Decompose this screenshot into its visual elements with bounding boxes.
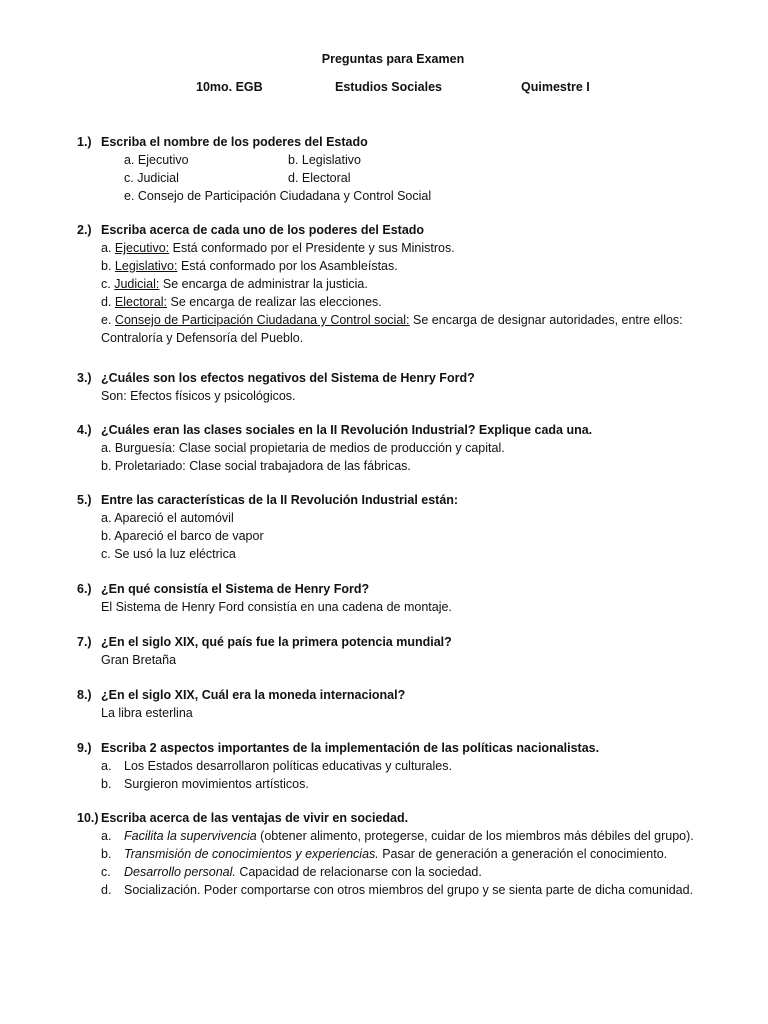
question-number: 8.) [77,688,92,702]
question-text: Escriba acerca de las ventajas de vivir en sociedad. [101,811,409,825]
option-c: c. Judicial [124,171,179,185]
question-number: 4.) [77,423,92,437]
question-text: ¿En el siglo XIX, qué país fue la primera potencia mundial? [101,635,452,649]
question-text: ¿Cuáles son los efectos negativos del Sistema de Henry Ford? [101,371,475,385]
list-item: a. Apareció el automóvil [101,511,234,525]
page-title: Preguntas para Examen [321,52,465,66]
question-text: ¿En qué consistía el Sistema de Henry Ford? [101,582,370,596]
list-item: a. Burguesía: Clase social propietaria de medios de producción y capital. [101,441,505,455]
list-item: b. Proletariado: Clase social trabajadora de las fábricas. [101,459,411,473]
option-a: a. Ejecutivo [124,153,189,167]
question-9 [77,739,757,793]
list-item: a. Ejecutivo: Está conformado por el Presidente y sus Ministros. [101,241,455,255]
question-text: Entre las características de la II Revolución Industrial están: [101,493,459,507]
question-number: 7.) [77,635,92,649]
list-item: c. Judicial: Se encarga de administrar la justicia. [101,277,368,291]
term-label: Electoral: [114,295,168,309]
list-item: a. Los Estados desarrollaron políticas educativas y culturales. [101,759,452,773]
question-number: 10.) [77,811,99,825]
grade-label: 10mo. EGB [196,80,263,94]
list-item: b. Apareció el barco de vapor [101,529,264,543]
option-b: b. Legislativo [288,153,361,167]
question-2 [77,221,757,347]
question-number: 1.) [77,135,92,149]
question-6 [77,580,757,616]
answer-line [124,187,757,205]
list-item: d. Socialización. Poder comportarse con otros miembros del grupo y se sienta parte de dicha comunidad. [101,883,694,897]
question-8 [77,686,757,722]
term-label: Legislativo: [114,259,178,273]
answer-text: Gran Bretaña [101,653,177,667]
list-item: a. Facilita la supervivencia (obtener alimento, protegerse, cuidar de los miembros más débiles del grupo). [101,829,694,843]
list-item: b. Transmisión de conocimientos y experiencias. Pasar de generación a generación el conocimiento. [101,847,668,861]
list-item: b. Surgieron movimientos artísticos. [101,777,309,791]
term-label: Quimestre I [521,80,590,94]
question-10 [77,809,757,899]
answer-line [124,151,757,169]
question-5 [77,491,757,563]
answer-text: El Sistema de Henry Ford consistía en una cadena de montaje. [101,600,452,614]
question-text: Escriba el nombre de los poderes del Estado [101,135,368,149]
answer-text: Son: Efectos físicos y psicológicos. [101,389,296,403]
term-label: Judicial: [114,277,160,291]
answer-line [124,169,757,187]
list-item: b. Legislativo: Está conformado por los Asambleístas. [101,259,398,273]
option-d: d. Electoral [288,171,351,185]
list-item-continuation: Contraloría y Defensoría del Pueblo. [101,331,304,345]
question-7 [77,633,757,669]
answer-text: La libra esterlina [101,706,193,720]
list-item: d. Electoral: Se encarga de realizar las elecciones. [101,295,382,309]
subject-label: Estudios Sociales [335,80,442,94]
question-number: 9.) [77,741,92,755]
term-label: Consejo de Participación Ciudadana y Control social: [114,313,410,327]
list-item: e. Consejo de Participación Ciudadana y Control social: Se encarga de designar autoridades, entre ellos: [101,313,683,327]
question-text: Escriba acerca de cada uno de los poderes del Estado [101,223,425,237]
option-e: e. Consejo de Participación Ciudadana y Control Social [124,189,432,203]
question-number: 6.) [77,582,92,596]
question-number: 2.) [77,223,92,237]
question-text: Escriba 2 aspectos importantes de la implementación de las políticas nacionalistas. [101,741,600,755]
list-item: c. Desarrollo personal. Capacidad de relacionarse con la sociedad. [101,865,482,879]
term-label: Ejecutivo: [114,241,170,255]
question-1 [77,133,757,205]
question-3 [77,369,757,405]
question-number: 3.) [77,371,92,385]
question-text: ¿Cuáles eran las clases sociales en la II Revolución Industrial? Explique cada una. [101,423,593,437]
list-item: c. Se usó la luz eléctrica [101,547,236,561]
question-number: 5.) [77,493,92,507]
question-text: ¿En el siglo XIX, Cuál era la moneda internacional? [101,688,406,702]
question-4 [77,421,757,475]
